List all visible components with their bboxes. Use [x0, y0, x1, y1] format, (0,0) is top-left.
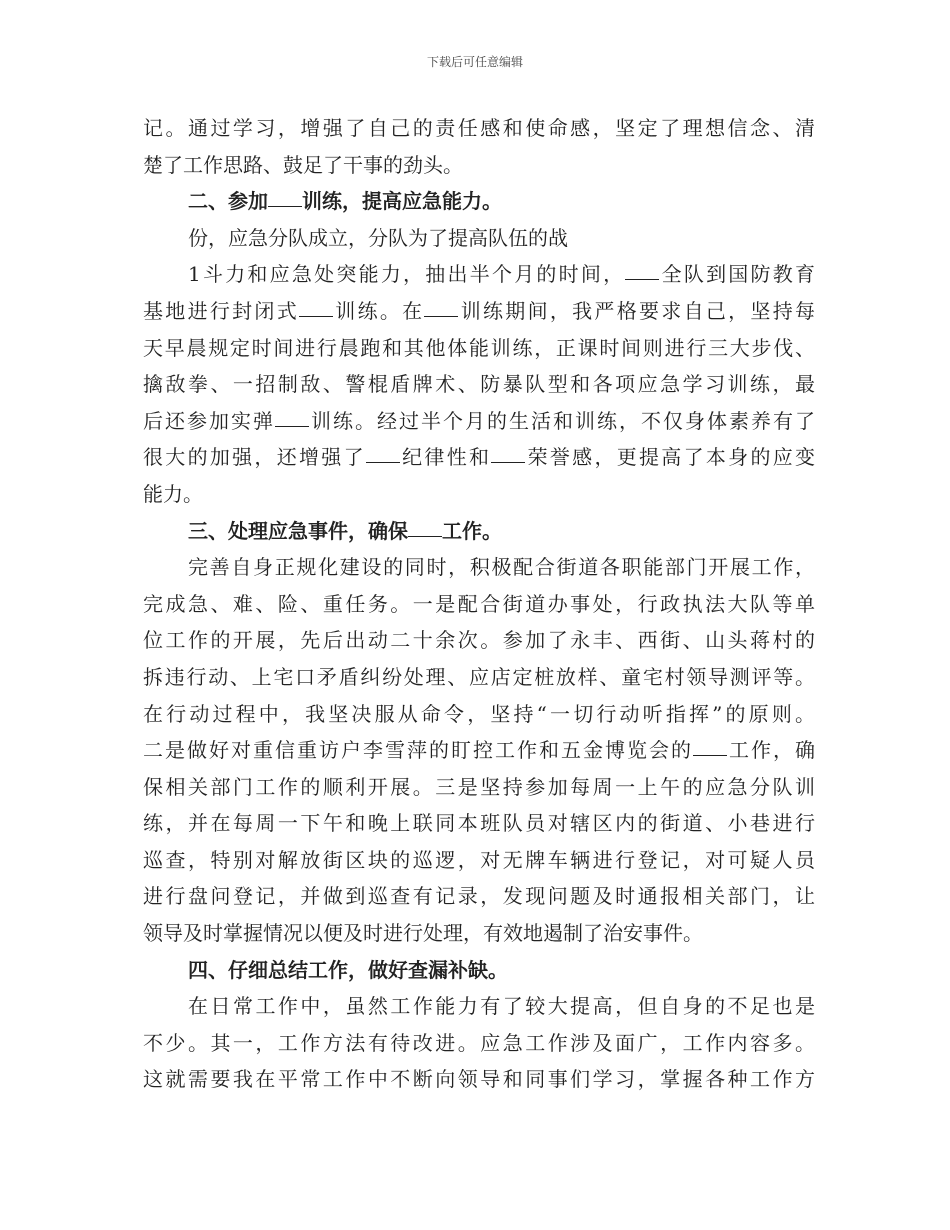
text-line: 保相关部门工作的顺利开展。三是坚持参加每周一上午的应急分队训 — [143, 774, 815, 799]
fill-blank — [408, 535, 442, 537]
fill-blank — [625, 278, 659, 280]
section-heading: 二、参加 训练，提高应急能力。 — [188, 189, 502, 214]
text-line: 份，应急分队成立，分队为了提高队伍的战 — [188, 225, 568, 250]
fill-blank — [491, 461, 525, 463]
text-line: 领导及时掌握情况以便及时进行处理，有效地遏制了治安事件。 — [143, 921, 703, 946]
section-heading: 四、仔细总结工作，做好查漏补缺。 — [188, 957, 508, 982]
text-line: 位工作的开展，先后出动二十余次。参加了永丰、西街、山头蒋村的 — [143, 628, 815, 653]
text-line: 二是做好对重信重访户李雪萍的盯控工作和五金博览会的 工作，确 — [143, 738, 815, 763]
text-line: 完善自身正规化建设的同时，积极配合街道各职能部门开展工作， — [188, 555, 815, 580]
fill-blank — [275, 425, 309, 427]
text-line: 基地进行封闭式 训练。在 训练期间，我严格要求自己，坚持每 — [143, 298, 816, 323]
fill-blank — [693, 754, 727, 756]
fill-blank — [366, 461, 400, 463]
text-line: 天早晨规定时间进行晨跑和其他体能训练，正课时间则进行三大步伐、 — [143, 335, 815, 360]
text-line: 后还参加实弹 训练。经过半个月的生活和训练，不仅身体素养有了 — [143, 408, 815, 433]
text-line: 擒敌拳、一招制敌、警棍盾牌术、防暴队型和各项应急学习训练，最 — [143, 372, 815, 397]
section-heading: 三、处理应急事件，确保 工作。 — [188, 518, 502, 543]
fill-blank — [299, 315, 333, 317]
text-line: 这就需要我在平常工作中不断向领导和同事们学习，掌握各种工作方 — [143, 1067, 815, 1092]
text-line: 1斗力和应急处突能力，抽出半个月的时间， 全队到国防教育 — [188, 262, 815, 287]
text-line: 进行盘问登记，并做到巡查有记录，发现问题及时通报相关部门，让 — [143, 884, 815, 909]
page-header: 下载后可任意编辑 — [426, 55, 523, 69]
text-line: 很大的加强，还增强了 纪律性和 荣誉感，更提高了本身的应变 — [143, 445, 816, 470]
text-line: 能力。 — [143, 481, 203, 506]
text-line: 巡查，特别对解放街区块的巡逻，对无牌车辆进行登记，对可疑人员 — [143, 847, 815, 872]
text-line: 练，并在每周一下午和晚上联同本班队员对辖区内的街道、小巷进行 — [143, 811, 815, 836]
document-body — [143, 110, 815, 1098]
fill-blank — [268, 205, 302, 207]
fill-blank — [424, 315, 458, 317]
text-line: 楚了工作思路、鼓足了干事的劲头。 — [143, 152, 463, 177]
text-line: 完成急、难、险、重任务。一是配合街道办事处，行政执法大队等单 — [143, 591, 815, 616]
text-line: 在行动过程中，我坚决服从命令，坚持“一切行动听指挥”的原则。 — [143, 701, 815, 726]
text-line: 记。通过学习，增强了自己的责任感和使命感，坚定了理想信念、清 — [143, 116, 815, 140]
text-line: 拆违行动、上宅口矛盾纠纷处理、应店定桩放样、童宅村领导测评等。 — [143, 664, 815, 689]
text-line: 不少。其一，工作方法有待改进。应急工作涉及面广，工作内容多。 — [143, 1030, 815, 1055]
text-line: 在日常工作中，虽然工作能力有了较大提高，但自身的不足也是 — [188, 994, 815, 1019]
